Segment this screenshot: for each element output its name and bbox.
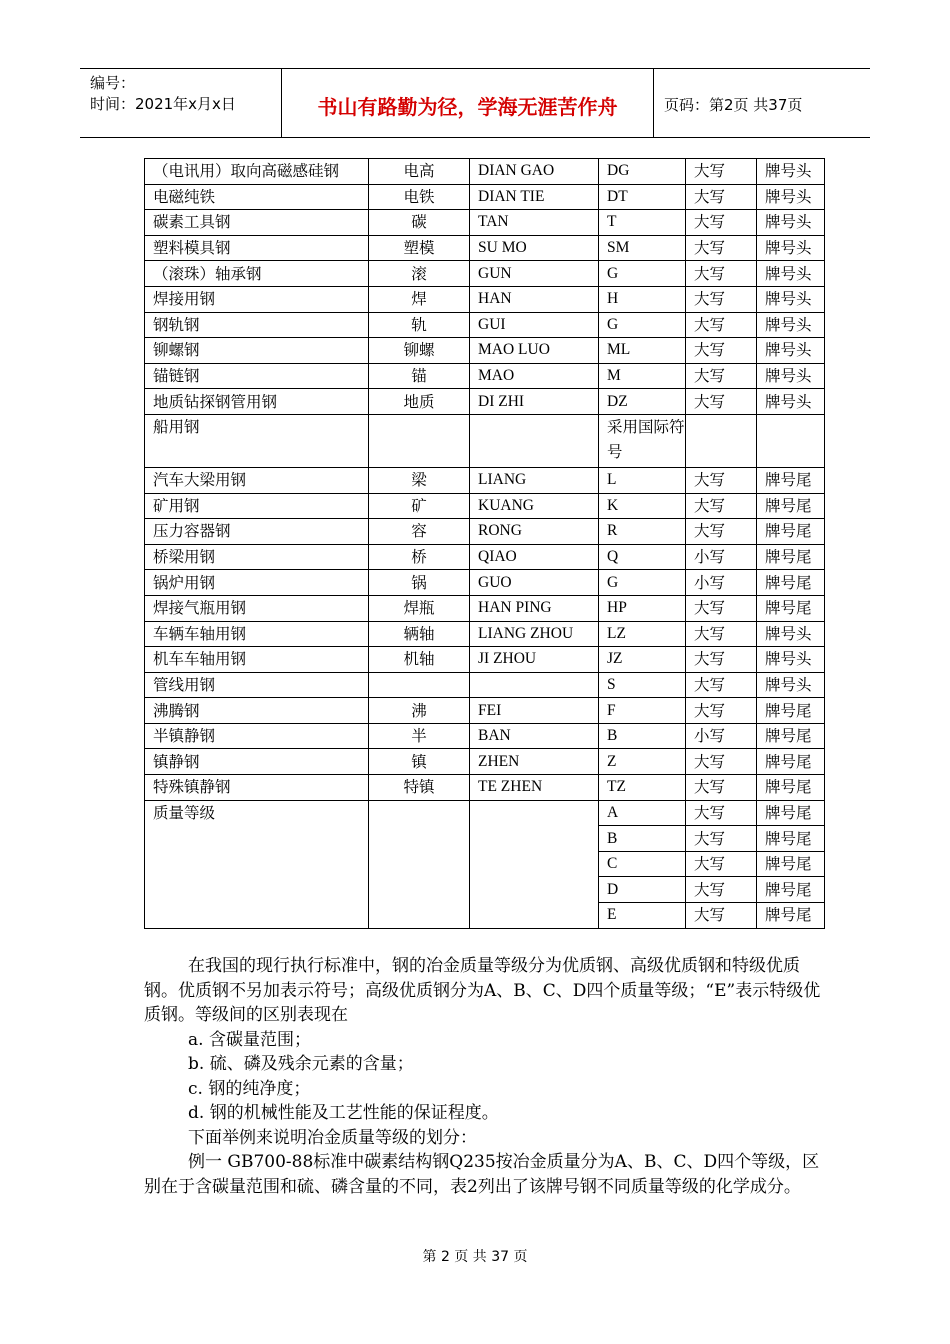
cell-case: 大写 xyxy=(686,261,757,287)
table-row xyxy=(145,184,825,210)
table-row xyxy=(145,414,825,467)
cell-char: 沸 xyxy=(369,698,470,724)
cell-pinyin: KUANG xyxy=(470,493,599,519)
cell-pinyin: HAN xyxy=(470,286,599,312)
cell-pos: 牌号头 xyxy=(757,363,825,389)
cell-char: 容 xyxy=(369,519,470,545)
cell-pos: 牌号头 xyxy=(757,672,825,698)
cell-pinyin: MAO LUO xyxy=(470,338,599,364)
cell-code: M xyxy=(599,363,686,389)
cell-name: 车辆车轴用钢 xyxy=(145,621,369,647)
cell-empty xyxy=(470,800,599,928)
cell-case: 大写 xyxy=(686,389,757,415)
paragraph-quality-grades: 在我国的现行执行标准中，钢的冶金质量等级分为优质钢、高级优质钢和特级优质钢。优质钢不另加表示符号；高级优质钢分为A、B、C、D四个质量等级；“E”表示特级优质钢。等级间的区别表现在 xyxy=(144,956,821,1025)
cell-case: 大写 xyxy=(686,286,757,312)
table-row xyxy=(145,647,825,673)
table-row xyxy=(145,723,825,749)
cell-case: 大写 xyxy=(686,184,757,210)
cell-pos: 牌号尾 xyxy=(757,826,825,852)
cell-char: 梁 xyxy=(369,467,470,493)
cell-code: G xyxy=(599,312,686,338)
cell-pos: 牌号头 xyxy=(757,647,825,673)
cell-char: 碳 xyxy=(369,210,470,236)
cell-pos: 牌号尾 xyxy=(757,851,825,877)
list-item: a. 含碳量范围； xyxy=(188,1029,311,1050)
cell-pos: 牌号尾 xyxy=(757,775,825,801)
table-row xyxy=(145,519,825,545)
cell-pinyin: RONG xyxy=(470,519,599,545)
cell-pos: 牌号头 xyxy=(757,159,825,185)
cell-char: 焊 xyxy=(369,286,470,312)
cell-pos: 牌号尾 xyxy=(757,544,825,570)
cell-pinyin: DIAN TIE xyxy=(470,184,599,210)
cell-char: 焊瓶 xyxy=(369,595,470,621)
cell-pos: 牌号尾 xyxy=(757,749,825,775)
cell-case: 大写 xyxy=(686,903,757,929)
number-label: 编号： xyxy=(90,74,136,92)
cell-name: 焊接用钢 xyxy=(145,286,369,312)
cell-case xyxy=(686,414,757,467)
table-row xyxy=(145,595,825,621)
cell-pinyin: GUI xyxy=(470,312,599,338)
cell-pinyin: ZHEN xyxy=(470,749,599,775)
cell-char: 铆螺 xyxy=(369,338,470,364)
table-row xyxy=(145,261,825,287)
cell-char: 机轴 xyxy=(369,647,470,673)
cell-code: A xyxy=(599,800,686,826)
header-page-label: 页码：第2页 共37页 xyxy=(664,95,803,114)
cell-name: 管线用钢 xyxy=(145,672,369,698)
cell-char: 塑模 xyxy=(369,235,470,261)
table-row xyxy=(145,621,825,647)
cell-char: 锅 xyxy=(369,570,470,596)
cell-pos: 牌号头 xyxy=(757,312,825,338)
cell-pos: 牌号头 xyxy=(757,286,825,312)
cell-code: DZ xyxy=(599,389,686,415)
cell-case: 大写 xyxy=(686,851,757,877)
cell-char: 地质 xyxy=(369,389,470,415)
table-row xyxy=(145,544,825,570)
cell-name: 质量等级 xyxy=(145,800,369,928)
cell-case: 大写 xyxy=(686,775,757,801)
cell-name: 矿用钢 xyxy=(145,493,369,519)
header-slogan: 书山有路勤为径，学海无涯苦作舟 xyxy=(282,69,654,137)
cell-case: 大写 xyxy=(686,312,757,338)
cell-char: 轨 xyxy=(369,312,470,338)
cell-name: 地质钻探钢管用钢 xyxy=(145,389,369,415)
table-row xyxy=(145,493,825,519)
cell-char: 半 xyxy=(369,723,470,749)
time-label: 时间：2021年x月x日 xyxy=(90,95,236,113)
steel-code-table xyxy=(144,158,825,929)
cell-char: 电铁 xyxy=(369,184,470,210)
table-row xyxy=(145,338,825,364)
cell-name: 机车车轴用钢 xyxy=(145,647,369,673)
cell-case: 小写 xyxy=(686,570,757,596)
cell-pinyin: BAN xyxy=(470,723,599,749)
cell-code: H xyxy=(599,286,686,312)
cell-case: 大写 xyxy=(686,210,757,236)
cell-pinyin: GUO xyxy=(470,570,599,596)
cell-name: 锅炉用钢 xyxy=(145,570,369,596)
cell-char: 桥 xyxy=(369,544,470,570)
body-text xyxy=(144,954,824,1199)
cell-pinyin: JI ZHOU xyxy=(470,647,599,673)
table-row xyxy=(145,235,825,261)
cell-code: Q xyxy=(599,544,686,570)
cell-name: 特殊镇静钢 xyxy=(145,775,369,801)
cell-name: 压力容器钢 xyxy=(145,519,369,545)
cell-code: JZ xyxy=(599,647,686,673)
cell-pos: 牌号尾 xyxy=(757,800,825,826)
cell-code: LZ xyxy=(599,621,686,647)
cell-pos: 牌号尾 xyxy=(757,723,825,749)
cell-pos: 牌号尾 xyxy=(757,698,825,724)
cell-name: 碳素工具钢 xyxy=(145,210,369,236)
table-row xyxy=(145,698,825,724)
cell-code: ML xyxy=(599,338,686,364)
table-row xyxy=(145,749,825,775)
cell-char: 锚 xyxy=(369,363,470,389)
cell-case: 大写 xyxy=(686,647,757,673)
cell-pinyin: MAO xyxy=(470,363,599,389)
cell-char xyxy=(369,672,470,698)
cell-pos: 牌号头 xyxy=(757,389,825,415)
cell-case: 大写 xyxy=(686,621,757,647)
cell-pinyin: TE ZHEN xyxy=(470,775,599,801)
cell-pos: 牌号尾 xyxy=(757,595,825,621)
cell-code: S xyxy=(599,672,686,698)
cell-case: 大写 xyxy=(686,800,757,826)
cell-char: 镇 xyxy=(369,749,470,775)
cell-case: 大写 xyxy=(686,235,757,261)
cell-pos xyxy=(757,414,825,467)
cell-char: 特镇 xyxy=(369,775,470,801)
cell-empty xyxy=(369,800,470,928)
cell-name: 焊接气瓶用钢 xyxy=(145,595,369,621)
cell-code: DG xyxy=(599,159,686,185)
cell-code: SM xyxy=(599,235,686,261)
cell-name: 沸腾钢 xyxy=(145,698,369,724)
cell-pinyin xyxy=(470,672,599,698)
cell-case: 大写 xyxy=(686,749,757,775)
cell-pos: 牌号头 xyxy=(757,235,825,261)
paragraph-example: 例一 GB700-88标准中碳素结构钢Q235按冶金质量分为A、B、C、D四个等级，区别在于含碳量范围和硫、磷含量的不同，表2列出了该牌号钢不同质量等级的化学成分。 xyxy=(144,1152,820,1197)
cell-code: F xyxy=(599,698,686,724)
header-meta xyxy=(80,69,282,137)
table-row xyxy=(145,210,825,236)
cell-name: 电磁纯铁 xyxy=(145,184,369,210)
cell-case: 大写 xyxy=(686,493,757,519)
cell-pinyin: GUN xyxy=(470,261,599,287)
table-row xyxy=(145,800,825,826)
table-row xyxy=(145,363,825,389)
cell-pos: 牌号尾 xyxy=(757,877,825,903)
cell-name: 镇静钢 xyxy=(145,749,369,775)
cell-code: E xyxy=(599,903,686,929)
cell-char: 矿 xyxy=(369,493,470,519)
cell-name: 桥梁用钢 xyxy=(145,544,369,570)
cell-name: （电讯用）取向高磁感硅钢 xyxy=(145,159,369,185)
cell-code: R xyxy=(599,519,686,545)
cell-case: 大写 xyxy=(686,698,757,724)
cell-char: 电高 xyxy=(369,159,470,185)
cell-pinyin: DI ZHI xyxy=(470,389,599,415)
table-row xyxy=(145,159,825,185)
page-header xyxy=(80,68,870,138)
cell-pos: 牌号头 xyxy=(757,261,825,287)
cell-case: 大写 xyxy=(686,877,757,903)
cell-name: 船用钢 xyxy=(145,414,369,467)
cell-code: G xyxy=(599,570,686,596)
cell-name: 锚链钢 xyxy=(145,363,369,389)
cell-pos: 牌号头 xyxy=(757,184,825,210)
cell-code: HP xyxy=(599,595,686,621)
page-footer: 第 2 页 共 37 页 xyxy=(422,1249,528,1265)
cell-pos: 牌号尾 xyxy=(757,493,825,519)
cell-code: B xyxy=(599,826,686,852)
cell-code: TZ xyxy=(599,775,686,801)
cell-code: B xyxy=(599,723,686,749)
cell-code: 采用国际符号 xyxy=(599,414,686,467)
cell-pinyin: DIAN GAO xyxy=(470,159,599,185)
cell-case: 大写 xyxy=(686,672,757,698)
cell-pinyin: HAN PING xyxy=(470,595,599,621)
cell-char: 滚 xyxy=(369,261,470,287)
cell-code: K xyxy=(599,493,686,519)
cell-code: G xyxy=(599,261,686,287)
cell-pos: 牌号尾 xyxy=(757,570,825,596)
cell-pos: 牌号尾 xyxy=(757,519,825,545)
cell-case: 大写 xyxy=(686,159,757,185)
cell-code: D xyxy=(599,877,686,903)
table-row xyxy=(145,775,825,801)
cell-code: C xyxy=(599,851,686,877)
table-row xyxy=(145,286,825,312)
cell-char xyxy=(369,414,470,467)
table-row xyxy=(145,389,825,415)
cell-pinyin xyxy=(470,414,599,467)
cell-pos: 牌号头 xyxy=(757,621,825,647)
cell-pinyin: LIANG xyxy=(470,467,599,493)
cell-case: 大写 xyxy=(686,338,757,364)
cell-name: 半镇静钢 xyxy=(145,723,369,749)
cell-code: L xyxy=(599,467,686,493)
cell-pos: 牌号头 xyxy=(757,338,825,364)
cell-pos: 牌号尾 xyxy=(757,467,825,493)
table-body xyxy=(145,159,825,929)
cell-case: 大写 xyxy=(686,363,757,389)
cell-pinyin: SU MO xyxy=(470,235,599,261)
cell-pos: 牌号头 xyxy=(757,210,825,236)
list-item: c. 钢的纯净度； xyxy=(188,1078,311,1099)
cell-case: 小写 xyxy=(686,544,757,570)
table-row xyxy=(145,672,825,698)
table-row xyxy=(145,570,825,596)
cell-case: 大写 xyxy=(686,826,757,852)
cell-pinyin: QIAO xyxy=(470,544,599,570)
table-row xyxy=(145,312,825,338)
cell-name: 钢轨钢 xyxy=(145,312,369,338)
cell-char: 辆轴 xyxy=(369,621,470,647)
cell-pos: 牌号尾 xyxy=(757,903,825,929)
cell-name: （滚珠）轴承钢 xyxy=(145,261,369,287)
table-row xyxy=(145,467,825,493)
cell-name: 汽车大梁用钢 xyxy=(145,467,369,493)
cell-case: 大写 xyxy=(686,467,757,493)
cell-pinyin: TAN xyxy=(470,210,599,236)
cell-code: DT xyxy=(599,184,686,210)
cell-pinyin: LIANG ZHOU xyxy=(470,621,599,647)
cell-code: Z xyxy=(599,749,686,775)
list-item: d. 钢的机械性能及工艺性能的保证程度。 xyxy=(188,1103,499,1123)
cell-code: T xyxy=(599,210,686,236)
cell-case: 小写 xyxy=(686,723,757,749)
cell-name: 铆螺钢 xyxy=(145,338,369,364)
cell-case: 大写 xyxy=(686,595,757,621)
paragraph-intro: 下面举例来说明冶金质量等级的划分： xyxy=(188,1127,477,1148)
list-item: b. 硫、磷及残余元素的含量； xyxy=(188,1054,414,1074)
cell-pinyin: FEI xyxy=(470,698,599,724)
cell-name: 塑料模具钢 xyxy=(145,235,369,261)
cell-case: 大写 xyxy=(686,519,757,545)
